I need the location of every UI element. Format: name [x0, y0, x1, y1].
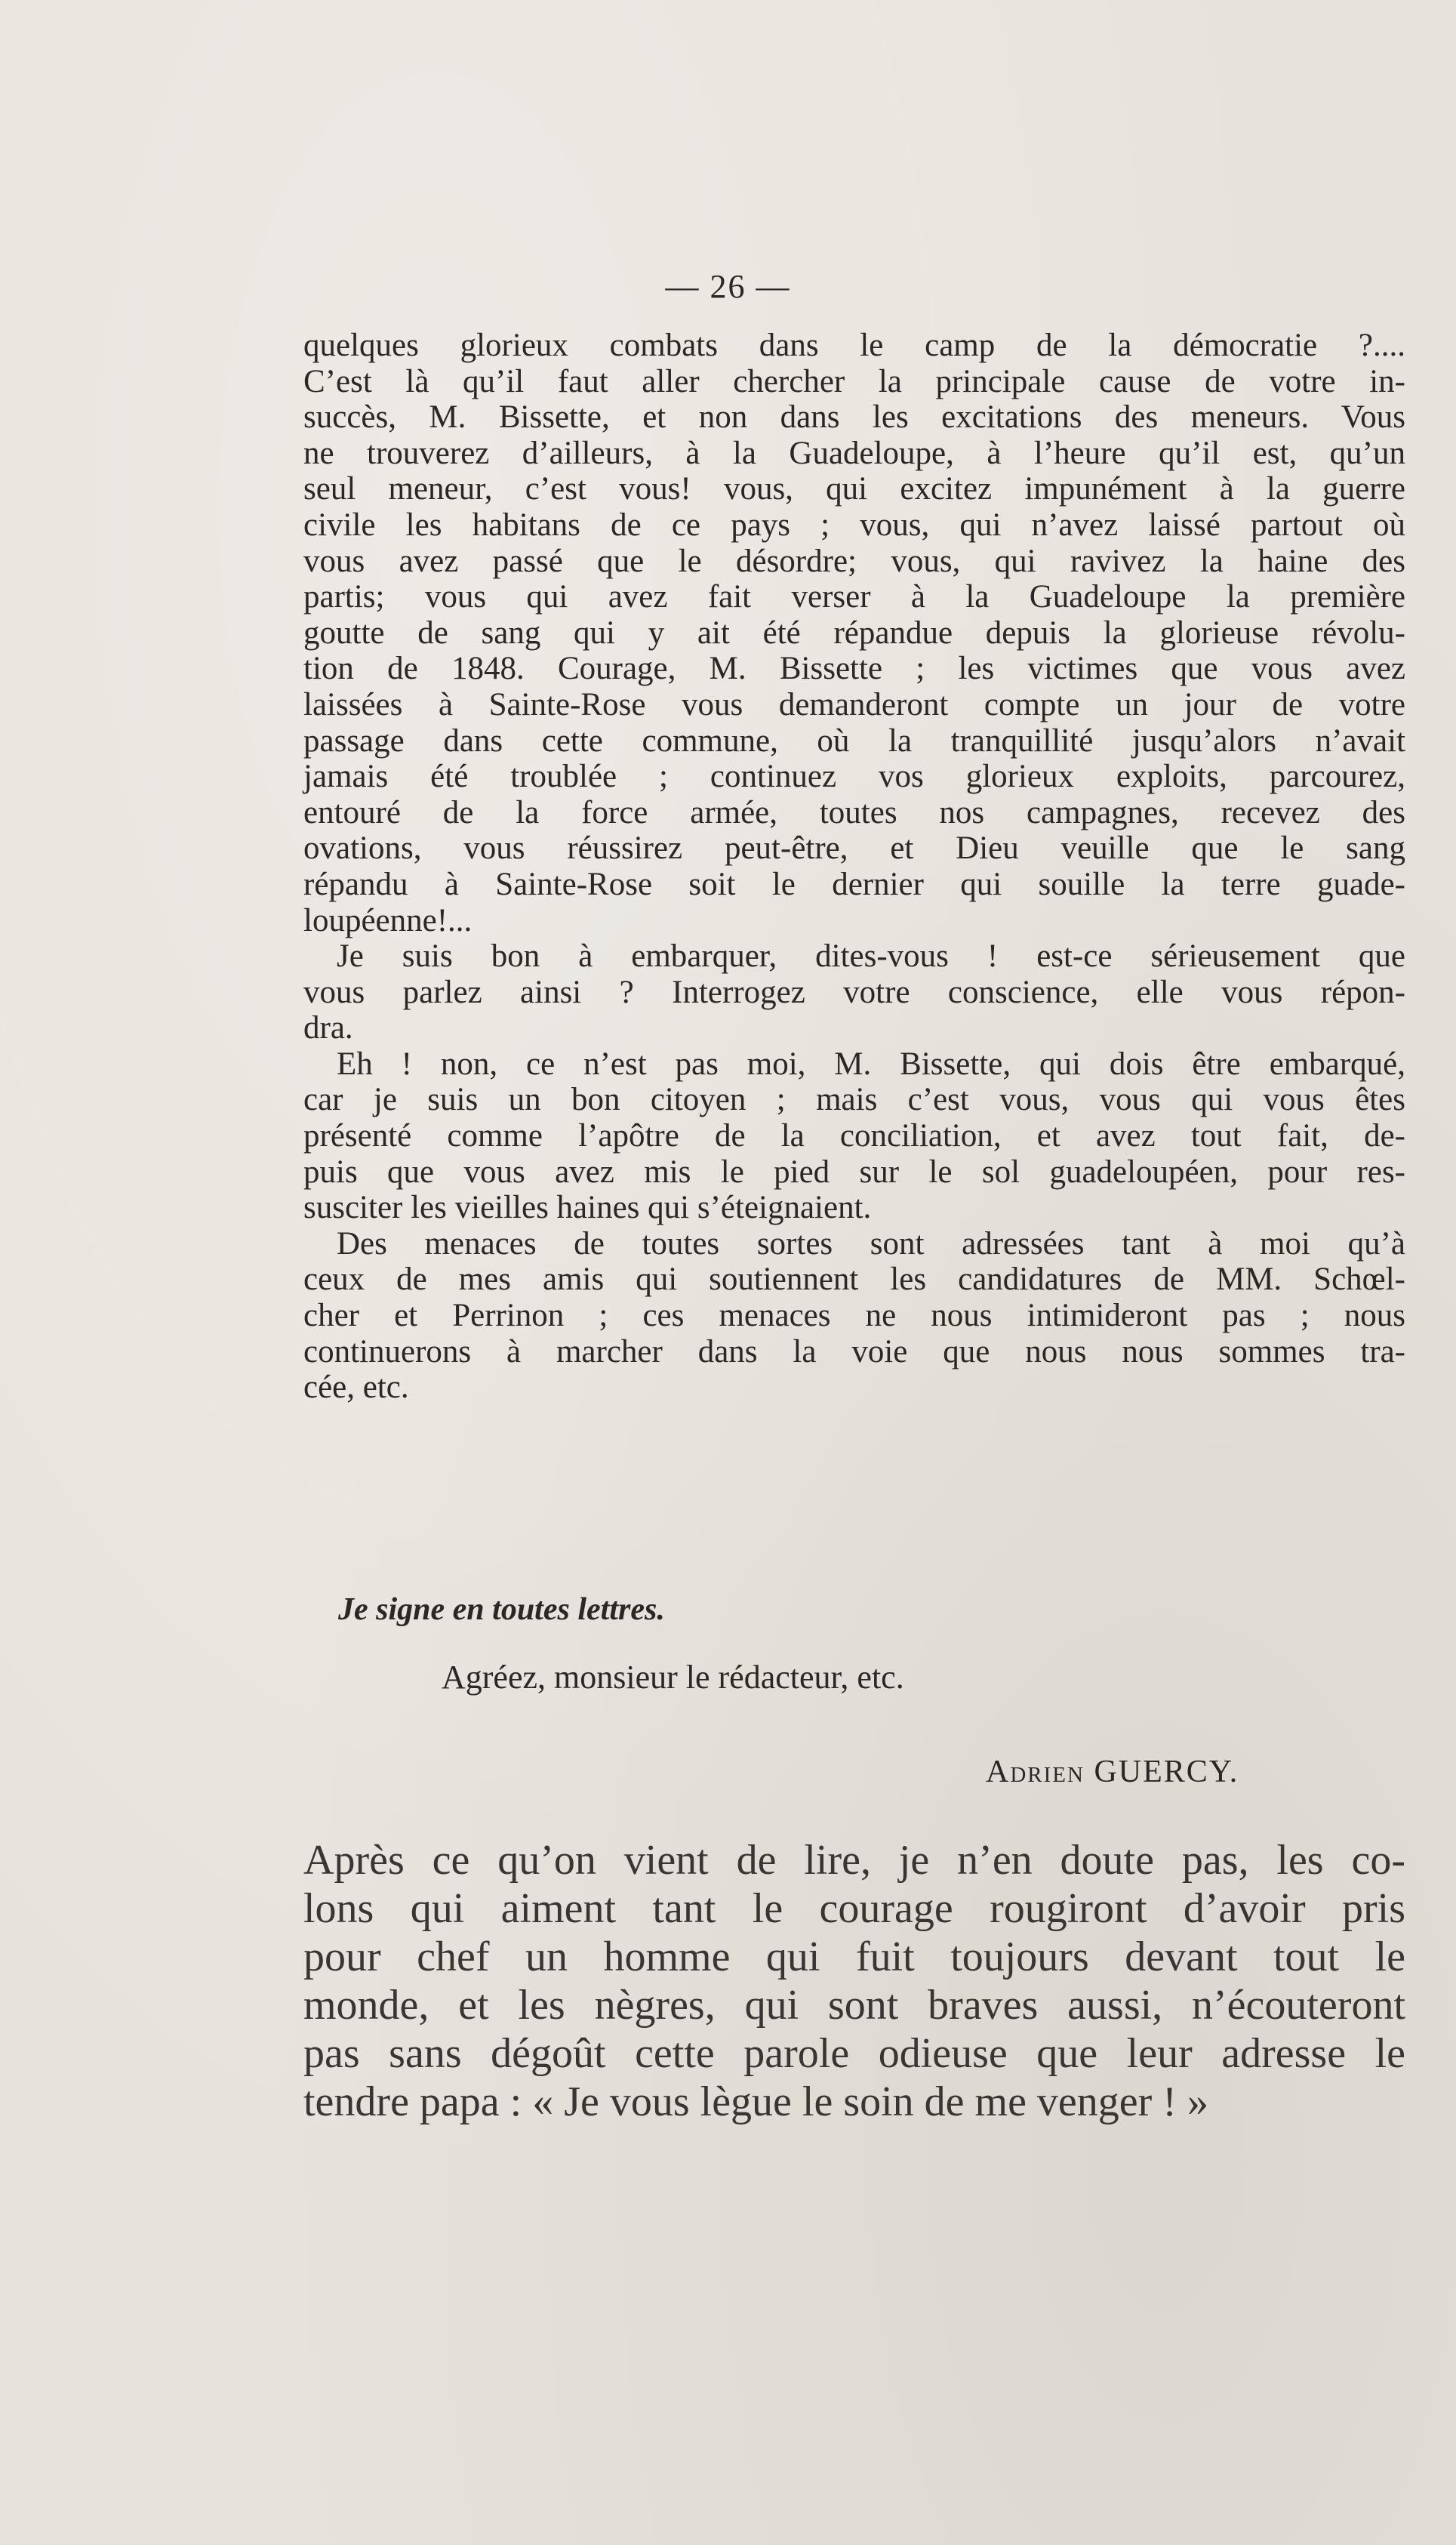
text-line: loupéenne!... [303, 902, 473, 938]
commentary-line: lons qui aiment tant le courage rougiront d’avoir pris [303, 1885, 1405, 1932]
page-number: — 26 — [665, 268, 791, 305]
text-line: Eh ! non, ce n’est pas moi, M. Bissette, qui dois être embarqué, [337, 1046, 1405, 1082]
signature-last-name: GUERCY. [1094, 1755, 1239, 1789]
commentary-line: Après ce qu’on vient de lire, je n’en doute pas, les co- [303, 1837, 1405, 1884]
text-line: passage dans cette commune, où la tranquillité jusqu’alors n’avait [303, 723, 1405, 759]
commentary-line: monde, et les nègres, qui sont braves aussi, n’écouteront [303, 1982, 1405, 2029]
closing-formula: Agréez, monsieur le rédacteur, etc. [442, 1659, 904, 1696]
text-line: Des menaces de toutes sortes sont adressées tant à moi qu’à [337, 1225, 1405, 1262]
commentary-line: pour chef un homme qui fuit toujours devant tout le [303, 1933, 1405, 1980]
signature-note: Je signe en toutes lettres. [338, 1592, 665, 1627]
text-line: entouré de la force armée, toutes nos campagnes, recevez des [303, 794, 1405, 830]
text-line: Je suis bon à embarquer, dites-vous ! est-ce sérieusement que [337, 938, 1405, 975]
text-line: répandu à Sainte-Rose soit le dernier qui souille la terre guade- [303, 866, 1405, 902]
text-line: quelques glorieux combats dans le camp de la démocratie ?.... [303, 328, 1405, 363]
text-line: seul meneur, c’est vous! vous, qui excitez impunément à la guerre [303, 471, 1405, 507]
text-line: cher et Perrinon ; ces menaces ne nous intimideront pas ; nous [303, 1298, 1405, 1334]
text-line: laissées à Sainte-Rose vous demanderont compte un jour de votre [303, 686, 1405, 723]
commentary-paragraph [303, 1836, 1405, 2126]
text-line: dra. [303, 1010, 353, 1046]
signature-first-name: Adrien [986, 1755, 1085, 1789]
text-line: cée, etc. [303, 1370, 409, 1406]
text-line: car je suis un bon citoyen ; mais c’est vous, vous qui vous êtes [303, 1082, 1405, 1118]
text-line: présenté comme l’apôtre de la conciliation, et avez tout fait, de- [303, 1118, 1405, 1154]
letter-body [303, 328, 1405, 1406]
author-signature [986, 1754, 1239, 1790]
text-line: continuerons à marcher dans la voie que nous nous sommes tra- [303, 1333, 1405, 1370]
text-line: goutte de sang qui y ait été répandue depuis la glorieuse révolu- [303, 615, 1405, 651]
text-line: civile les habitans de ce pays ; vous, qui n’avez laissé partout où [303, 507, 1405, 543]
text-line: partis; vous qui avez fait verser à la Guadeloupe la première [303, 579, 1405, 615]
text-line: tion de 1848. Courage, M. Bissette ; les victimes que vous avez [303, 651, 1405, 687]
commentary-line: tendre papa : « Je vous lègue le soin de me venger ! » [303, 2078, 1208, 2125]
text-line: jamais été troublée ; continuez vos glorieux exploits, parcourez, [303, 759, 1405, 795]
text-line: vous avez passé que le désordre; vous, qui ravivez la haine des [303, 543, 1405, 579]
text-line: ne trouverez d’ailleurs, à la Guadeloupe, à l’heure qu’il est, qu’un [303, 435, 1405, 471]
text-line: vous parlez ainsi ? Interrogez votre conscience, elle vous répon- [303, 974, 1405, 1010]
text-line: ovations, vous réussirez peut-être, et Dieu veuille que le sang [303, 830, 1405, 867]
text-line: susciter les vieilles haines qui s’éteignaient. [303, 1190, 872, 1226]
text-line: succès, M. Bissette, et non dans les excitations des meneurs. Vous [303, 399, 1405, 436]
text-line: puis que vous avez mis le pied sur le sol guadeloupéen, pour res- [303, 1154, 1405, 1190]
commentary-line: pas sans dégoût cette parole odieuse que leur adresse le [303, 2030, 1405, 2077]
text-line: ceux de mes amis qui soutiennent les candidatures de MM. Schœl- [303, 1262, 1405, 1298]
text-line: C’est là qu’il faut aller chercher la principale cause de votre in- [303, 363, 1405, 399]
